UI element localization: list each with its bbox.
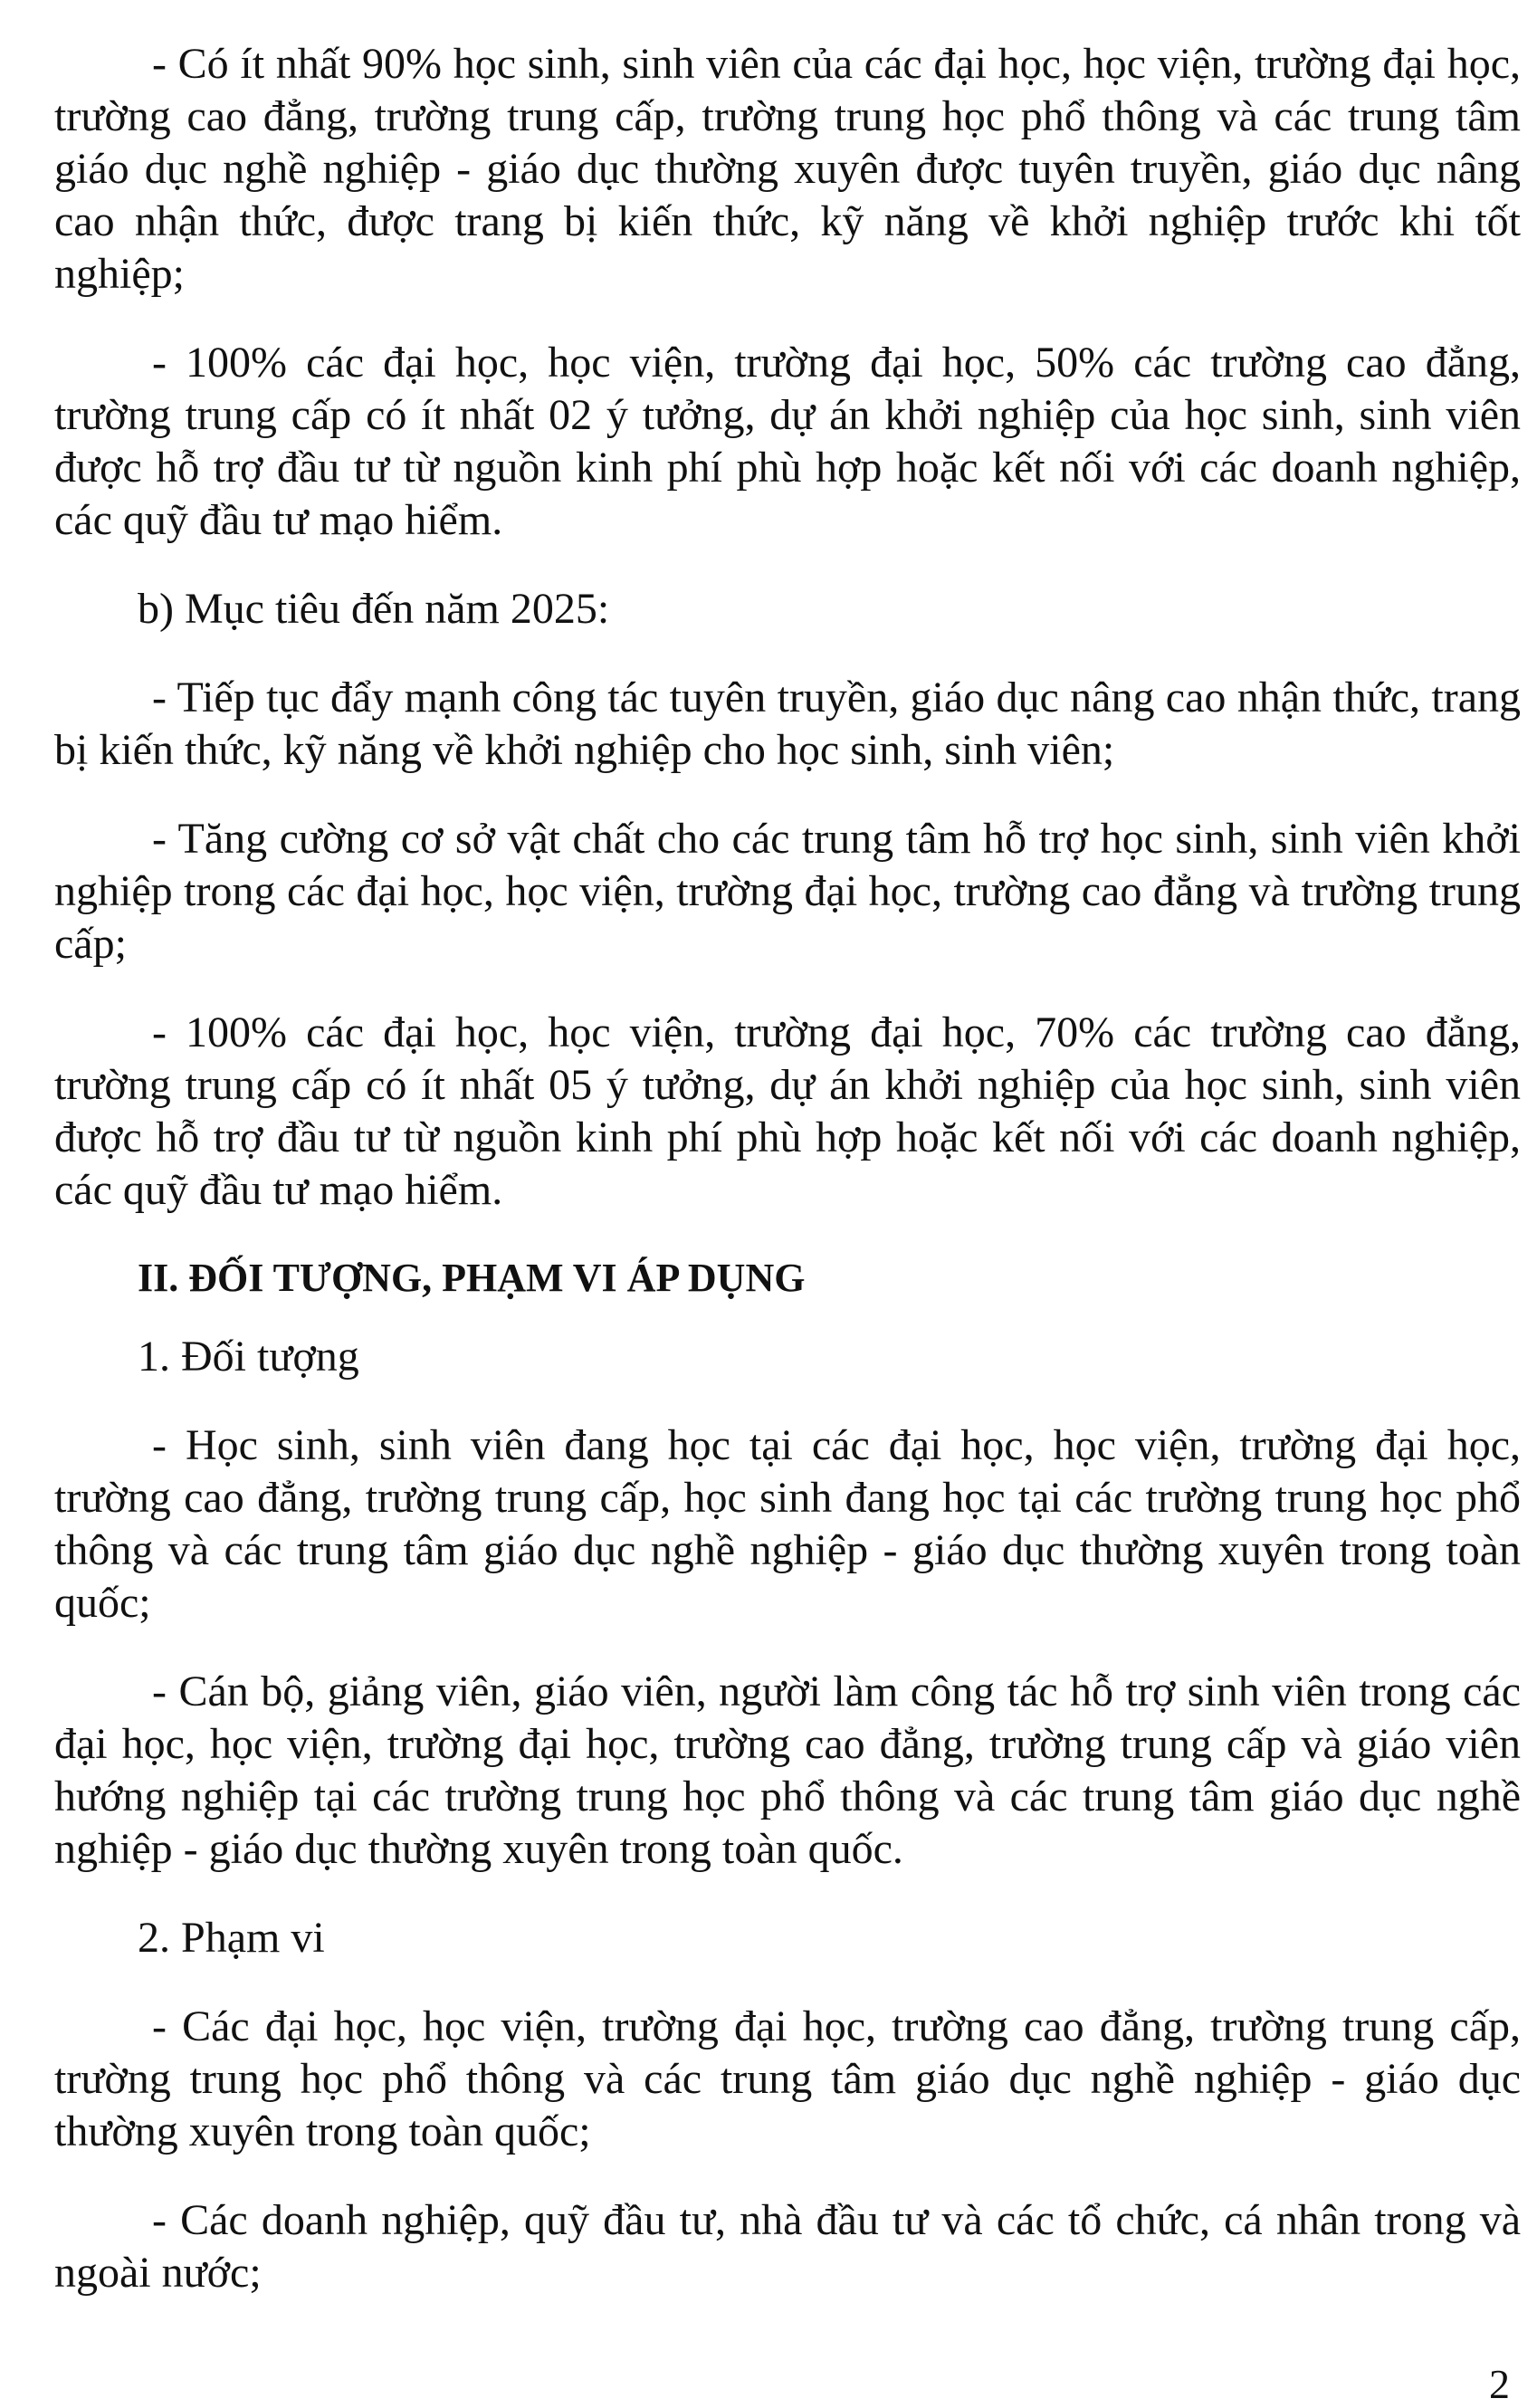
paragraph-goal-100-percent-2025: - 100% các đại học, học viện, trường đại học, 70% các trường cao đẳng, trường trung cấp có ít nhất 05 ý tưởng, dự án khởi nghiệp của học sinh, sinh viên được hỗ trợ đầu tư từ nguồn kinh phí phù hợp hoặc kết nối với các doanh nghiệp, các quỹ đầu tư mạo hiểm. bbox=[54, 1008, 1521, 1214]
section-heading: II. ĐỐI TƯỢNG, PHẠM VI ÁP DỤNG bbox=[138, 1256, 806, 1300]
paragraph-facilities: - Tăng cường cơ sở vật chất cho các trung tâm hỗ trợ học sinh, sinh viên khởi nghiệp trong các đại học, học viện, trường đại học, trường cao đẳng và trường trung cấp; bbox=[54, 815, 1521, 968]
page-number: 2 bbox=[1489, 2361, 1510, 2407]
paragraph-scope-businesses: - Các doanh nghiệp, quỹ đầu tư, nhà đầu tư và các tổ chức, cá nhân trong và ngoài nước; bbox=[54, 2196, 1521, 2297]
subsection-heading-subjects: 1. Đối tượng bbox=[138, 1333, 359, 1381]
document-body bbox=[54, 38, 1521, 2336]
paragraph-subjects-students: - Học sinh, sinh viên đang học tại các đại học, học viện, trường đại học, trường cao đẳng, trường trung cấp, học sinh đang học tại các trường trung học phổ thông và các trung tâm giáo dục nghề nghiệp - giáo dục thường xuyên trong toàn quốc; bbox=[54, 1421, 1521, 1627]
paragraph-goal-100-percent-2020: - 100% các đại học, học viện, trường đại học, 50% các trường cao đẳng, trường trung cấp có ít nhất 02 ý tưởng, dự án khởi nghiệp của học sinh, sinh viên được hỗ trợ đầu tư từ nguồn kinh phí phù hợp hoặc kết nối với các doanh nghiệp, các quỹ đầu tư mạo hiểm. bbox=[54, 339, 1521, 544]
paragraph-target-2025: b) Mục tiêu đến năm 2025: bbox=[138, 585, 610, 633]
paragraph-promote-awareness: - Tiếp tục đẩy mạnh công tác tuyên truyền, giáo dục nâng cao nhận thức, trang bị kiến thức, kỹ năng về khởi nghiệp cho học sinh, sinh viên; bbox=[54, 674, 1521, 774]
subsection-heading-scope: 2. Phạm vi bbox=[138, 1914, 325, 1962]
paragraph-goal-90-percent: - Có ít nhất 90% học sinh, sinh viên của các đại học, học viện, trường đại học, trường cao đẳng, trường trung cấp, trường trung học phổ thông và các trung tâm giáo dục nghề nghiệp - giáo dục thường xuyên được tuyên truyền, giáo dục nâng cao nhận thức, được trang bị kiến thức, kỹ năng về khởi nghiệp trước khi tốt nghiệp; bbox=[54, 40, 1521, 298]
paragraph-subjects-staff: - Cán bộ, giảng viên, giáo viên, người làm công tác hỗ trợ sinh viên trong các đại học, học viện, trường đại học, trường cao đẳng, trường trung cấp và giáo viên hướng nghiệp tại các trường trung học phổ thông và các trung tâm giáo dục nghề nghiệp - giáo dục thường xuyên trong toàn quốc. bbox=[54, 1667, 1521, 1873]
paragraph-scope-institutions: - Các đại học, học viện, trường đại học, trường cao đẳng, trường trung cấp, trường trung học phổ thông và các trung tâm giáo dục nghề nghiệp - giáo dục thường xuyên trong toàn quốc; bbox=[54, 2002, 1521, 2155]
